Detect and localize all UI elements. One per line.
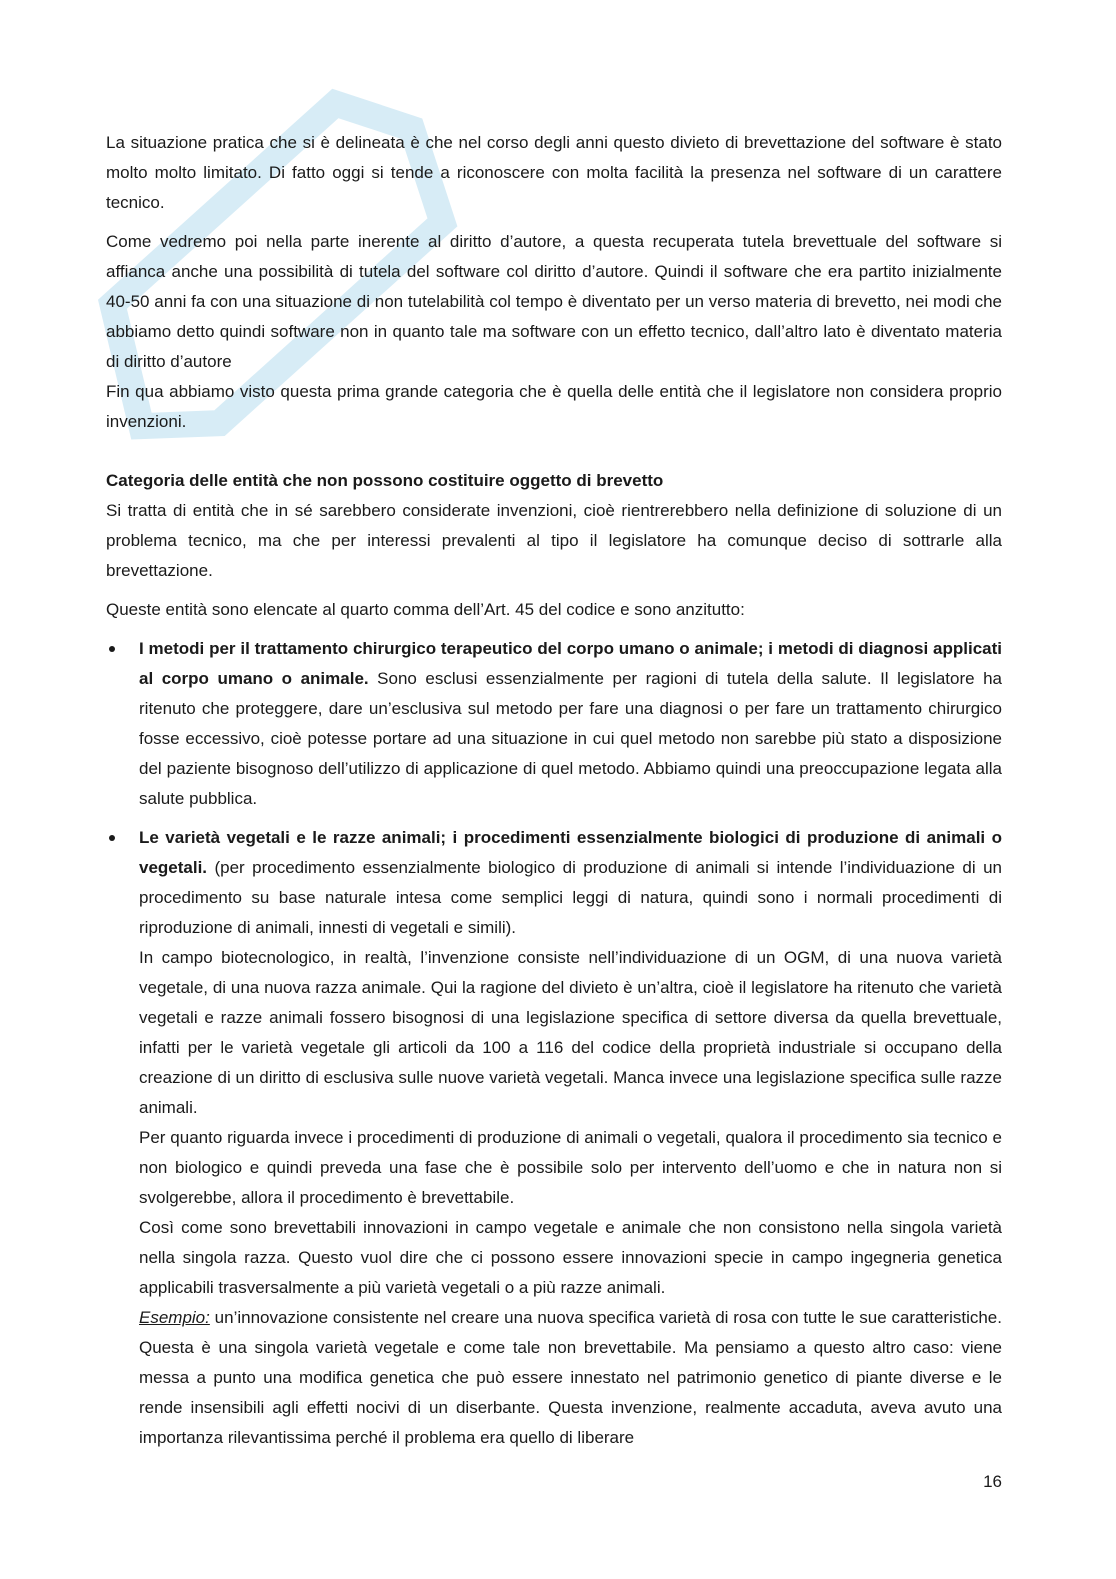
- page-number: 16: [983, 1472, 1002, 1491]
- paragraph-biotech: In campo biotecnologico, in realtà, l’invenzione consiste nell’individuazione di un OGM, di una nuova varietà vegetale, di una nuova razza animale. Qui la ragione del divieto è un’altra, cioè il legislatore ha ritenuto che varietà vegetali e razze animali fossero bisognosi di una legislazione specifica di settore diversa da quella brevettuale, infatti per le varietà vegetale gli articoli da 100 a 116 del codice della proprietà industriale si occupano della creazione di un diritto di esclusiva sulle nuove varietà vegetali. Manca invece una legislazione specifica sulle razze animali.: [139, 948, 1002, 1117]
- example-text: un’innovazione consistente nel creare una nuova specifica varietà di rosa con tutte le sue caratteristiche. Questa è una singola varietà vegetale e come tale non brevettabile. Ma pensiamo a questo altro caso: viene messa a punto una modifica genetica che può essere innestato nel patrimonio genetico di piante diverse e le rende insensibili agli effetti nocivi di un diserbante. Questa invenzione, realmente accaduta, aveva avuto una importanza rilevantissima perché il problema era quello di liberare: [139, 1308, 1002, 1447]
- paragraph-entities-definition: Si tratta di entità che in sé sarebbero considerate invenzioni, cioè rientrerebbero nella definizione di soluzione di un problema tecnico, ma che per interessi prevalenti al tipo il legislatore ha comunque deciso di sottrarle alla brevettazione.: [106, 501, 1002, 580]
- list-item-body: Sono esclusi essenzialmente per ragioni di tutela della salute. Il legislatore ha ritenuto che proteggere, dare un’esclusiva sul metodo per fare una diagnosi o per fare un trattamento chirurgico fosse eccessivo, cioè potesse portare ad una situazione in cui quel metodo non sarebbe più stato a disposizione del paziente bisognoso dell’utilizzo di applicazione di quel metodo. Abbiamo quindi una preoccupazione legata alla salute pubblica.: [139, 669, 1003, 808]
- paragraph-example: [139, 1303, 1002, 1453]
- bullet-icon: [109, 835, 115, 841]
- paragraph-software-limitation: La situazione pratica che si è delineata è che nel corso degli anni questo divieto di brevettazione del software è stato molto molto limitato. Di fatto oggi si tende a riconoscere con molta facilità la presenza nel software di un carattere tecnico.: [106, 133, 1002, 212]
- bullet-icon: [109, 646, 115, 652]
- list-item-plant-varieties: [106, 823, 1002, 1453]
- list-item-surgical-methods: [106, 634, 1002, 814]
- list-item-text: [139, 634, 1002, 814]
- paragraph-patentable-innovations: Così come sono brevettabili innovazioni in campo vegetale e animale che non consistono nella singola varietà nella singola razza. Questo vuol dire che ci possono essere innovazioni specie in campo ingegneria genetica applicabili trasversalmente a più varietà vegetali o a più razze animali.: [139, 1218, 1002, 1297]
- paragraph-production-processes: Per quanto riguarda invece i procedimenti di produzione di animali o vegetali, qualora il procedimento sia tecnico e non biologico e quindi preveda una fase che è possibile solo per intervento dell’uomo e che in natura non si svolgerebbe, allora il procedimento è brevettabile.: [139, 1128, 1002, 1207]
- list-item-bold-lead: I metodi per il trattamento chirurgico terapeutico del corpo umano o animale; i metodi di diagnosi applicati al corpo umano o animale.: [139, 639, 1002, 688]
- list-item-text: [139, 823, 1002, 943]
- section-gap: [106, 446, 1002, 466]
- section-heading: Categoria delle entità che non possono costituire oggetto di brevetto: [106, 471, 664, 490]
- paragraph-software-copyright: Come vedremo poi nella parte inerente al diritto d’autore, a questa recuperata tutela brevettuale del software si affianca anche una possibilità di tutela del software col diritto d’autore. Quindi il software che era partito inizialmente 40-50 anni fa con una situazione di non tutelabilità col tempo è diventato per un verso materia di brevetto, nei modi che abbiamo detto quindi software non in quanto tale ma software con un effetto tecnico, dall’altro lato è diventato materia di diritto d’autore: [106, 232, 1002, 371]
- example-label: Esempio:: [139, 1308, 210, 1327]
- list-item-body: (per procedimento essenzialmente biologico di produzione di animali si intende l’individuazione di un procedimento su base naturale intesa come semplici leggi di natura, quindi sono i normali procedimenti di riproduzione di animali, innesti di vegetali e simili).: [139, 858, 1002, 937]
- paragraph-first-category: Fin qua abbiamo visto questa prima grande categoria che è quella delle entità che il legislatore non considera proprio invenzioni.: [106, 382, 1002, 431]
- excluded-entities-list: [106, 634, 1002, 1453]
- paragraph-art45: Queste entità sono elencate al quarto comma dell’Art. 45 del codice e sono anzitutto:: [106, 600, 745, 619]
- document-page: [106, 128, 1002, 1462]
- list-item-bold-lead: Le varietà vegetali e le razze animali; i procedimenti essenzialmente biologici di produzione di animali o vegetali.: [139, 828, 1002, 877]
